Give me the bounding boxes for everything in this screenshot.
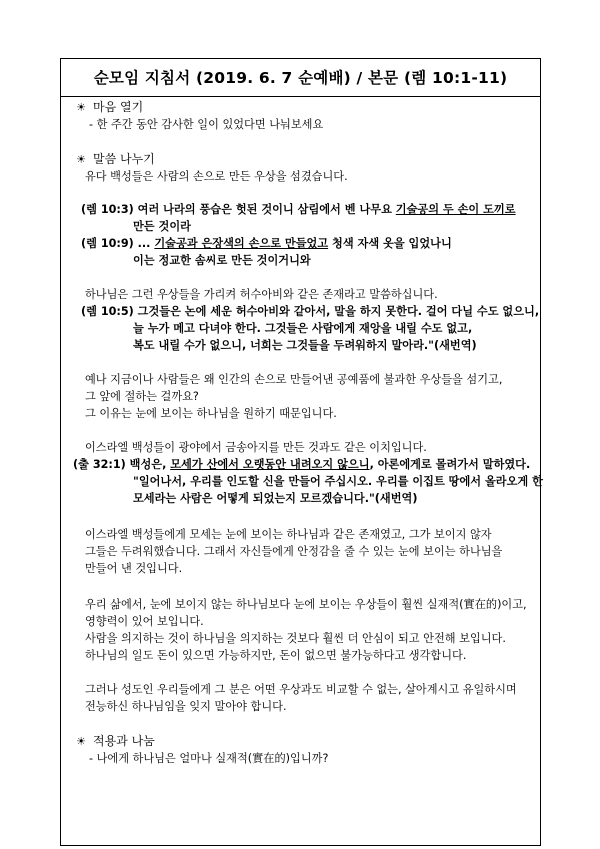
verse-ref: (출 32:1) [73, 458, 126, 471]
paragraph: 하나님은 그런 우상들을 가리켜 허수아비와 같은 존재라고 말씀하십니다. [85, 288, 438, 301]
verse-line: "일어나서, 우리를 인도할 신을 만들어 주십시오. 우리를 이집트 땅에서 올라오게 한 [133, 475, 543, 488]
paragraph-line: 전능하신 하나님임을 잊지 말아야 합니다. [85, 700, 287, 713]
paragraph-line: 예나 지금이나 사람들은 왜 인간의 손으로 만들어낸 공예품에 불과한 우상들을 섬기고, [85, 373, 503, 386]
document-title: 순모임 지침서 (2019. 6. 7 순예배) / 본문 (렘 10:1-11) [61, 59, 540, 97]
verse-ref: (렘 10:3) [81, 203, 134, 216]
verse-line: 늘 누가 메고 다녀야 한다. 그것들은 사람에게 재앙을 내릴 수도 없고, [133, 322, 473, 335]
verse-line: 이는 정교한 솜씨로 만든 것이거니와 [133, 254, 311, 267]
section-bullet: - 나에게 하나님은 얼마나 실재적(實在的)입니까? [89, 752, 329, 765]
verse-line: (렘 10:5) 그것들은 논에 세운 허수아비와 같아서, 말을 하지 못한다. 걸어 다닐 수도 없으니, [81, 305, 540, 318]
paragraph: 이스라엘 백성들이 광야에서 금송아지를 만든 것과도 같은 이치입니다. [85, 441, 427, 454]
section-bullet: - 한 주간 동안 감사한 일이 있었다면 나눠보세요 [89, 118, 324, 131]
verse-line: 모세라는 사람은 어떻게 되었는지 모르겠습니다."(새번역) [133, 492, 418, 505]
sun-icon: ☀ [76, 735, 86, 748]
paragraph-line: 하나님의 일도 돈이 있으면 가능하지만, 돈이 없으면 불가능하다고 생각합니다. [85, 649, 467, 662]
paragraph-line: 영향력이 있어 보입니다. [85, 615, 204, 628]
paragraph-line: 만들어 낸 것입니다. [85, 562, 183, 575]
paragraph-line: 사람을 의지하는 것이 하나님을 의지하는 것보다 훨씬 더 안심이 되고 안전해 보입니다. [85, 632, 506, 645]
section-heading-apply-share: ☀ 적용과 나눔 [76, 734, 155, 748]
section-heading-word-sharing: ☀ 말씀 나누기 [76, 152, 155, 166]
document-frame [60, 58, 541, 846]
sun-icon: ☀ [76, 101, 86, 114]
verse-line: (출 32:1) 백성은, 모세가 산에서 오랫동안 내려오지 않으니, 아론에게로 몰려가서 말하였다. [73, 458, 531, 471]
section-heading-open-heart: ☀ 마음 열기 [76, 100, 144, 114]
verse-line: 만든 것이라 [133, 220, 191, 233]
verse-line: (렘 10:9) ... 기술공과 은장색의 손으로 만들었고 청색 자색 옷을 입었나니 [81, 237, 452, 250]
paragraph: 유다 백성들은 사람의 손으로 만든 우상을 섬겼습니다. [85, 170, 348, 183]
paragraph-line: 그들은 두려워했습니다. 그래서 자신들에게 안정감을 줄 수 있는 눈에 보이는 하나님을 [85, 545, 503, 558]
paragraph-line: 그 이유는 눈에 보이는 하나님을 원하기 때문입니다. [85, 407, 337, 420]
verse-line: (렘 10:3) 여러 나라의 풍습은 헛된 것이니 삼림에서 벤 나무요 기술공의 두 손이 도끼로 [81, 203, 516, 216]
paragraph-line: 이스라엘 백성들에게 모세는 눈에 보이는 하나님과 같은 존재였고, 그가 보이지 않자 [85, 528, 492, 541]
paragraph-line: 그 앞에 절하는 걸까요? [85, 390, 199, 403]
verse-line: 복도 내릴 수가 없으니, 너희는 그것들을 두려워하지 말아라."(새번역) [133, 339, 477, 352]
sun-icon: ☀ [76, 153, 86, 166]
verse-ref: (렘 10:5) [81, 305, 134, 318]
verse-ref: (렘 10:9) [81, 237, 134, 250]
paragraph-line: 그러나 성도인 우리들에게 그 분은 어떤 우상과도 비교할 수 없는, 살아계시고 유일하시며 [85, 683, 517, 696]
paragraph-line: 우리 삶에서, 눈에 보이지 않는 하나님보다 눈에 보이는 우상들이 훨씬 실재적(實在的)이고, [85, 598, 527, 611]
